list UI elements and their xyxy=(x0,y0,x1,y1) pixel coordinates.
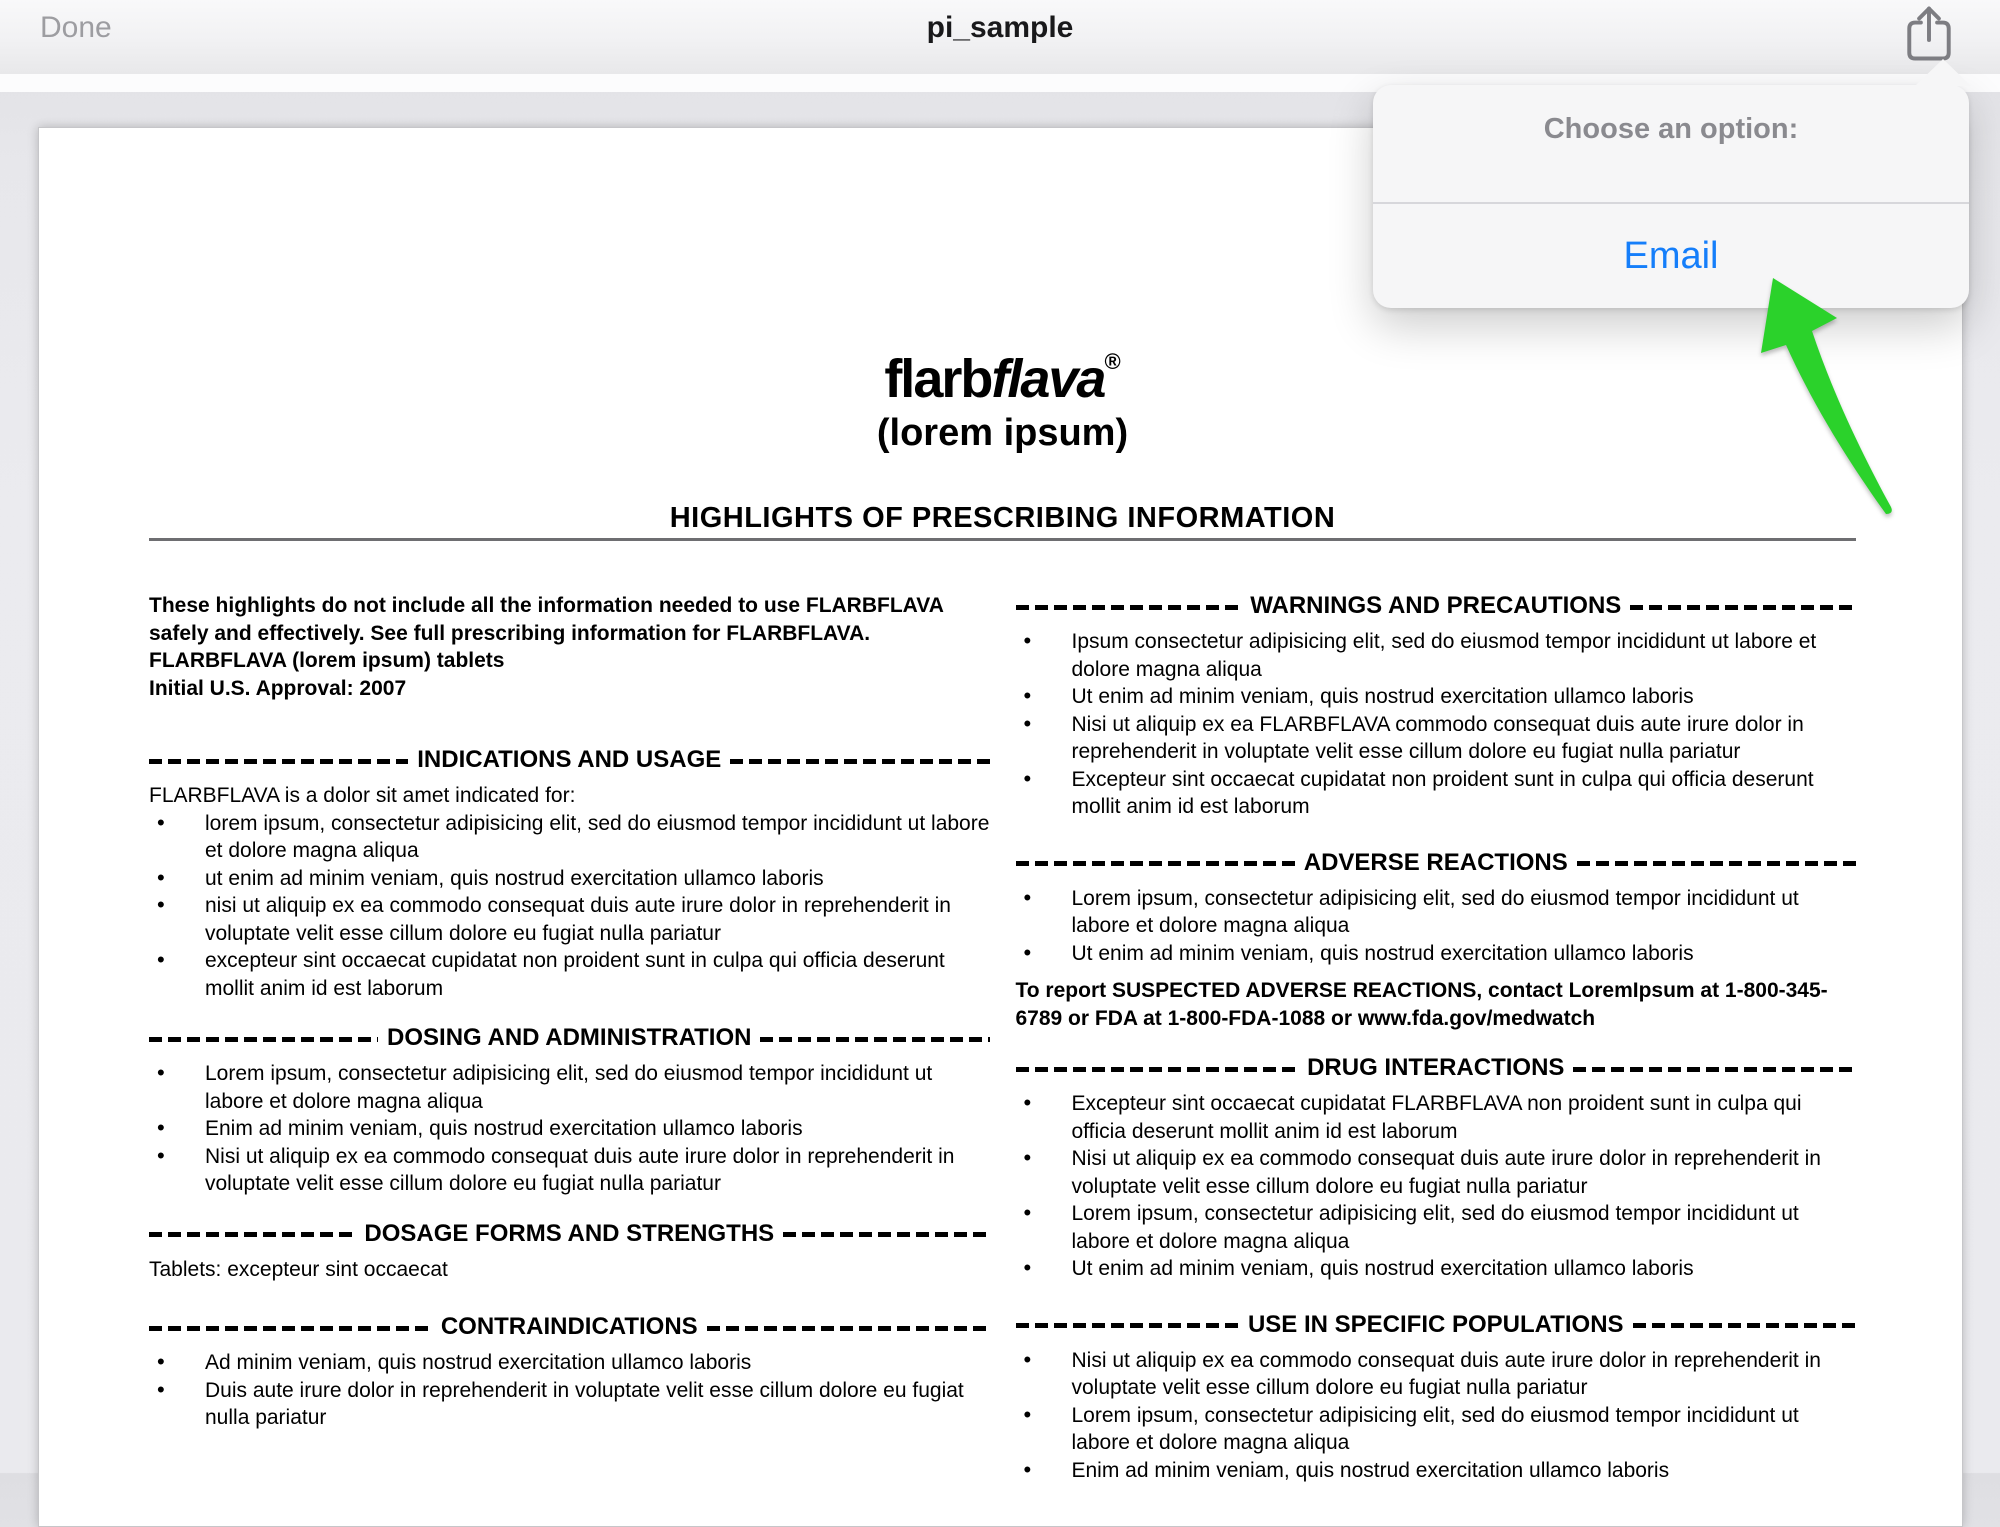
navigation-bar xyxy=(0,0,2000,74)
section-title: ADVERSE REACTIONS xyxy=(1303,848,1568,876)
intro-line: Initial U.S. Approval: 2007 xyxy=(149,676,407,700)
section-note: To report SUSPECTED ADVERSE REACTIONS, contact LoremIpsum at 1-800-345-6789 or FDA at 1-800-FDA-1088 or www.fda.gov/medwatch xyxy=(1015,979,1828,1030)
section-dosing-and-administration xyxy=(149,1024,990,1198)
dash-line-right xyxy=(783,1232,989,1237)
dash-line-left xyxy=(149,1232,355,1237)
section-title: DOSAGE FORMS AND STRENGTHS xyxy=(364,1219,775,1247)
section-drug-interactions xyxy=(1016,1054,1857,1283)
intro-paragraphs xyxy=(149,592,990,702)
left-column xyxy=(149,592,990,1484)
section-title: DOSING AND ADMINISTRATION xyxy=(387,1024,752,1051)
section-dosage-forms-and-strengths xyxy=(149,1220,990,1284)
dash-line-right xyxy=(730,759,989,764)
bullet-list xyxy=(149,1060,990,1198)
dash-line-left xyxy=(1016,1323,1239,1328)
section-warnings-and-precautions xyxy=(1016,592,1857,821)
section-title: CONTRAINDICATIONS xyxy=(440,1313,698,1340)
bullet-list xyxy=(1016,1347,1857,1485)
right-column xyxy=(1016,592,1857,1484)
registered-trademark-symbol: ® xyxy=(1104,349,1121,374)
dash-line-left xyxy=(1016,605,1242,610)
dash-line-left xyxy=(149,1037,378,1042)
dash-line-right xyxy=(1573,1067,1856,1072)
section-header-adverse-reactions xyxy=(1016,849,1857,877)
bullet-item: • Enim ad minim veniam, quis nostrud exercitation ullamco laboris xyxy=(1016,1457,1857,1485)
bullet-list xyxy=(1016,885,1857,968)
section-title: DRUG INTERACTIONS xyxy=(1307,1054,1565,1081)
bullet-item: • excepteur sint occaecat cupidatat non proident sunt in culpa qui officia deserunt mollit anim id est laborum xyxy=(149,947,990,1002)
bullet-item: • Ipsum consectetur adipisicing elit, sed do eiusmod tempor incididunt ut labore et dolore magna aliqua xyxy=(1016,628,1857,683)
bullet-item: • Lorem ipsum, consectetur adipisicing elit, sed do eiusmod tempor incididunt ut labore et dolore magna aliqua xyxy=(1016,1200,1857,1255)
section-use-in-specific-populations xyxy=(1016,1311,1857,1485)
dash-line-right xyxy=(1577,861,1856,866)
bullet-list xyxy=(149,810,990,1003)
dash-line-right xyxy=(707,1326,990,1331)
bullet-item: • Nisi ut aliquip ex ea FLARBFLAVA commodo consequat duis aute irure dolor in reprehenderit in voluptate velit esse cillum dolore eu fugiat nulla pariatur xyxy=(1016,711,1857,766)
bullet-item: • Ut enim ad minim veniam, quis nostrud exercitation ullamco laboris xyxy=(1016,1255,1857,1283)
bullet-item: • Ut enim ad minim veniam, quis nostrud exercitation ullamco laboris xyxy=(1016,940,1857,968)
section-title: USE IN SPECIFIC POPULATIONS xyxy=(1247,1310,1624,1338)
bullet-item: • Excepteur sint occaecat cupidatat FLARBFLAVA non proident sunt in culpa qui officia deserunt mollit anim id est laborum xyxy=(1016,1090,1857,1145)
section-header-indications-and-usage xyxy=(149,746,990,774)
bullet-item: • nisi ut aliquip ex ea commodo consequat duis aute irure dolor in reprehenderit in voluptate velit esse cillum dolore eu fugiat nulla pariatur xyxy=(149,892,990,947)
bullet-item: • Ad minim veniam, quis nostrud exercitation ullamco laboris xyxy=(149,1349,990,1377)
brand-subtitle: (lorem ipsum) xyxy=(876,412,1129,454)
document-title: pi_sample xyxy=(926,11,1074,44)
drug-brand-logo xyxy=(149,333,1856,408)
dash-line-left xyxy=(149,1326,432,1331)
section-title: WARNINGS AND PRECAUTIONS xyxy=(1250,592,1622,619)
section-header-use-in-specific-populations xyxy=(1016,1311,1857,1339)
dash-line-left xyxy=(149,759,408,764)
bullet-item: • Nisi ut aliquip ex ea commodo consequat duis aute irure dolor in reprehenderit in voluptate velit esse cillum dolore eu fugiat nulla pariatur xyxy=(149,1143,990,1198)
section-header-dosing-and-administration xyxy=(149,1024,990,1052)
bullet-item: • Nisi ut aliquip ex ea commodo consequat duis aute irure dolor in reprehenderit in voluptate velit esse cillum dolore eu fugiat nulla pariatur xyxy=(1016,1145,1857,1200)
bullet-item: • Lorem ipsum, consectetur adipisicing elit, sed do eiusmod tempor incididunt ut labore et dolore magna aliqua xyxy=(149,1060,990,1115)
brand-italic-part: flava xyxy=(991,349,1105,409)
bullet-item: • lorem ipsum, consectetur adipisicing elit, sed do eiusmod tempor incididunt ut labore et dolore magna aliqua xyxy=(149,810,990,865)
popover-title: Choose an option: xyxy=(1543,113,1799,145)
share-popover xyxy=(1373,85,1969,308)
section-adverse-reactions xyxy=(1016,849,1857,1033)
bullet-list xyxy=(1016,628,1857,821)
dash-line-left xyxy=(1016,861,1295,866)
email-option-button[interactable]: Email xyxy=(1623,234,1719,277)
section-lead: FLARBFLAVA is a dolor sit amet indicated for: xyxy=(149,784,576,807)
bullet-item: • Excepteur sint occaecat cupidatat non proident sunt in culpa qui officia deserunt mollit anim id est laborum xyxy=(1016,766,1857,821)
section-lead: Tablets: excepteur sint occaecat xyxy=(149,1257,448,1281)
dash-line-right xyxy=(1630,605,1856,610)
bullet-item: • Ut enim ad minim veniam, quis nostrud exercitation ullamco laboris xyxy=(1016,683,1857,711)
dash-line-left xyxy=(1016,1067,1299,1072)
dash-line-right xyxy=(1633,1323,1856,1328)
heading-rule xyxy=(149,538,1856,541)
dash-line-right xyxy=(760,1037,989,1042)
bullet-item: • Lorem ipsum, consectetur adipisicing elit, sed do eiusmod tempor incididunt ut labore et dolore magna aliqua xyxy=(1016,885,1857,940)
intro-line: FLARBFLAVA (lorem ipsum) tablets xyxy=(149,649,505,672)
intro-line: These highlights do not include all the information needed to use FLARBFLAVA safely and effectively. See full prescribing information for FLARBFLAVA. xyxy=(149,594,944,645)
share-button[interactable] xyxy=(1901,4,1957,62)
section-title: INDICATIONS AND USAGE xyxy=(417,746,722,773)
bullet-item: • Enim ad minim veniam, quis nostrud exercitation ullamco laboris xyxy=(149,1115,990,1143)
bullet-item: • Lorem ipsum, consectetur adipisicing elit, sed do eiusmod tempor incididunt ut labore et dolore magna aliqua xyxy=(1016,1402,1857,1457)
brand-regular-part: flarb xyxy=(884,349,992,409)
section-header-contraindications xyxy=(149,1313,990,1341)
bullet-item: • Nisi ut aliquip ex ea commodo consequat duis aute irure dolor in reprehenderit in voluptate velit esse cillum dolore eu fugiat nulla pariatur xyxy=(1016,1347,1857,1402)
bullet-list xyxy=(149,1349,990,1432)
section-contraindications xyxy=(149,1313,990,1432)
section-indications-and-usage xyxy=(149,746,990,1002)
document-main-heading: HIGHLIGHTS OF PRESCRIBING INFORMATION xyxy=(669,502,1336,534)
bullet-item: • ut enim ad minim veniam, quis nostrud exercitation ullamco laboris xyxy=(149,865,990,893)
bullet-item: • Duis aute irure dolor in reprehenderit in voluptate velit esse cillum dolore eu fugiat nulla pariatur xyxy=(149,1377,990,1432)
document-content xyxy=(39,128,1962,1484)
done-button[interactable]: Done xyxy=(40,11,112,44)
share-export-icon xyxy=(1901,4,1957,62)
section-header-dosage-forms-and-strengths xyxy=(149,1220,990,1248)
section-header-drug-interactions xyxy=(1016,1054,1857,1082)
bullet-list xyxy=(1016,1090,1857,1283)
document-page xyxy=(38,127,1963,1527)
section-header-warnings-and-precautions xyxy=(1016,592,1857,620)
